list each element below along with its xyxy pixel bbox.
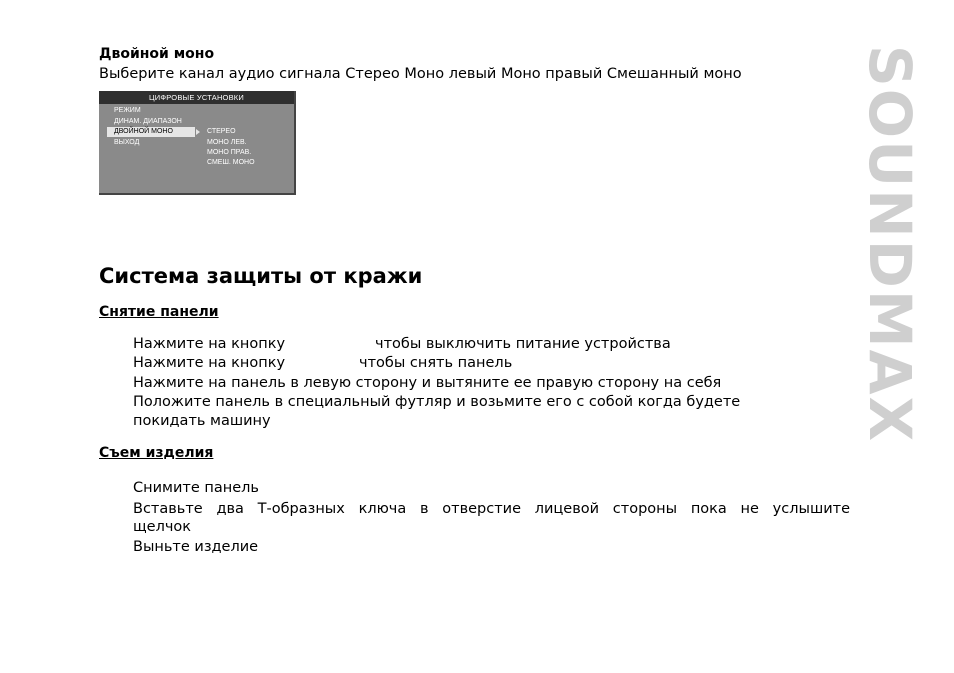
unit-step3-text: Выньте изделие [133, 539, 259, 555]
anti-theft-heading: Система защиты от кражи [99, 264, 423, 288]
brand-logo-vertical [856, 45, 924, 621]
osd-option-stereo: СТЕРЕО [207, 128, 236, 135]
unit-step1-text: Снимите панель [133, 480, 259, 496]
panel-step2-text-b: чтобы снять панель [359, 355, 513, 371]
osd-menu-item-exit: ВЫХОД [114, 139, 140, 146]
osd-menu-title: ЦИФРОВЫЕ УСТАНОВКИ [99, 91, 294, 104]
panel-step1-text-b: чтобы выключить питание устройства [375, 336, 671, 352]
dual-mono-heading: Двойной моно [99, 46, 215, 62]
osd-menu-screenshot [99, 91, 296, 195]
osd-option-mixed-mono: СМЕШ. МОНО [207, 159, 255, 166]
unit-step2-text-line1: Вставьте два Т-образных ключа в отверстие лицевой стороны пока не услышите [133, 501, 850, 517]
panel-step4-text-line1: Положите панель в специальный футляр и возьмите его с собой когда будете [133, 394, 741, 410]
osd-menu-item-dual-mono: ДВОЙНОЙ МОНО [114, 128, 173, 135]
panel-step1-text-a: Нажмите на кнопку [133, 336, 286, 352]
osd-menu-item-mode: РЕЖИМ [114, 107, 141, 114]
unit-step2-text-line2: щелчок [133, 519, 192, 535]
arrow-right-icon [196, 129, 200, 135]
panel-step2-text-a: Нажмите на кнопку [133, 355, 286, 371]
unit-removal-heading: Съем изделия [99, 445, 214, 461]
panel-removal-heading: Снятие панели [99, 304, 219, 320]
brand-logo-text: SOUNDMAX [856, 45, 924, 444]
panel-step3-text: Нажмите на панель в левую сторону и вытяните ее правую сторону на себя [133, 375, 722, 391]
panel-step4-text-line2: покидать машину [133, 413, 271, 429]
osd-menu-item-dynamic-range: ДИНАМ. ДИАПАЗОН [114, 118, 182, 125]
osd-option-mono-left: МОНО ЛЕВ. [207, 139, 247, 146]
dual-mono-description: Выберите канал аудио сигнала Стерео Моно левый Моно правый Смешанный моно [99, 66, 742, 82]
osd-option-mono-right: МОНО ПРАВ. [207, 149, 252, 156]
